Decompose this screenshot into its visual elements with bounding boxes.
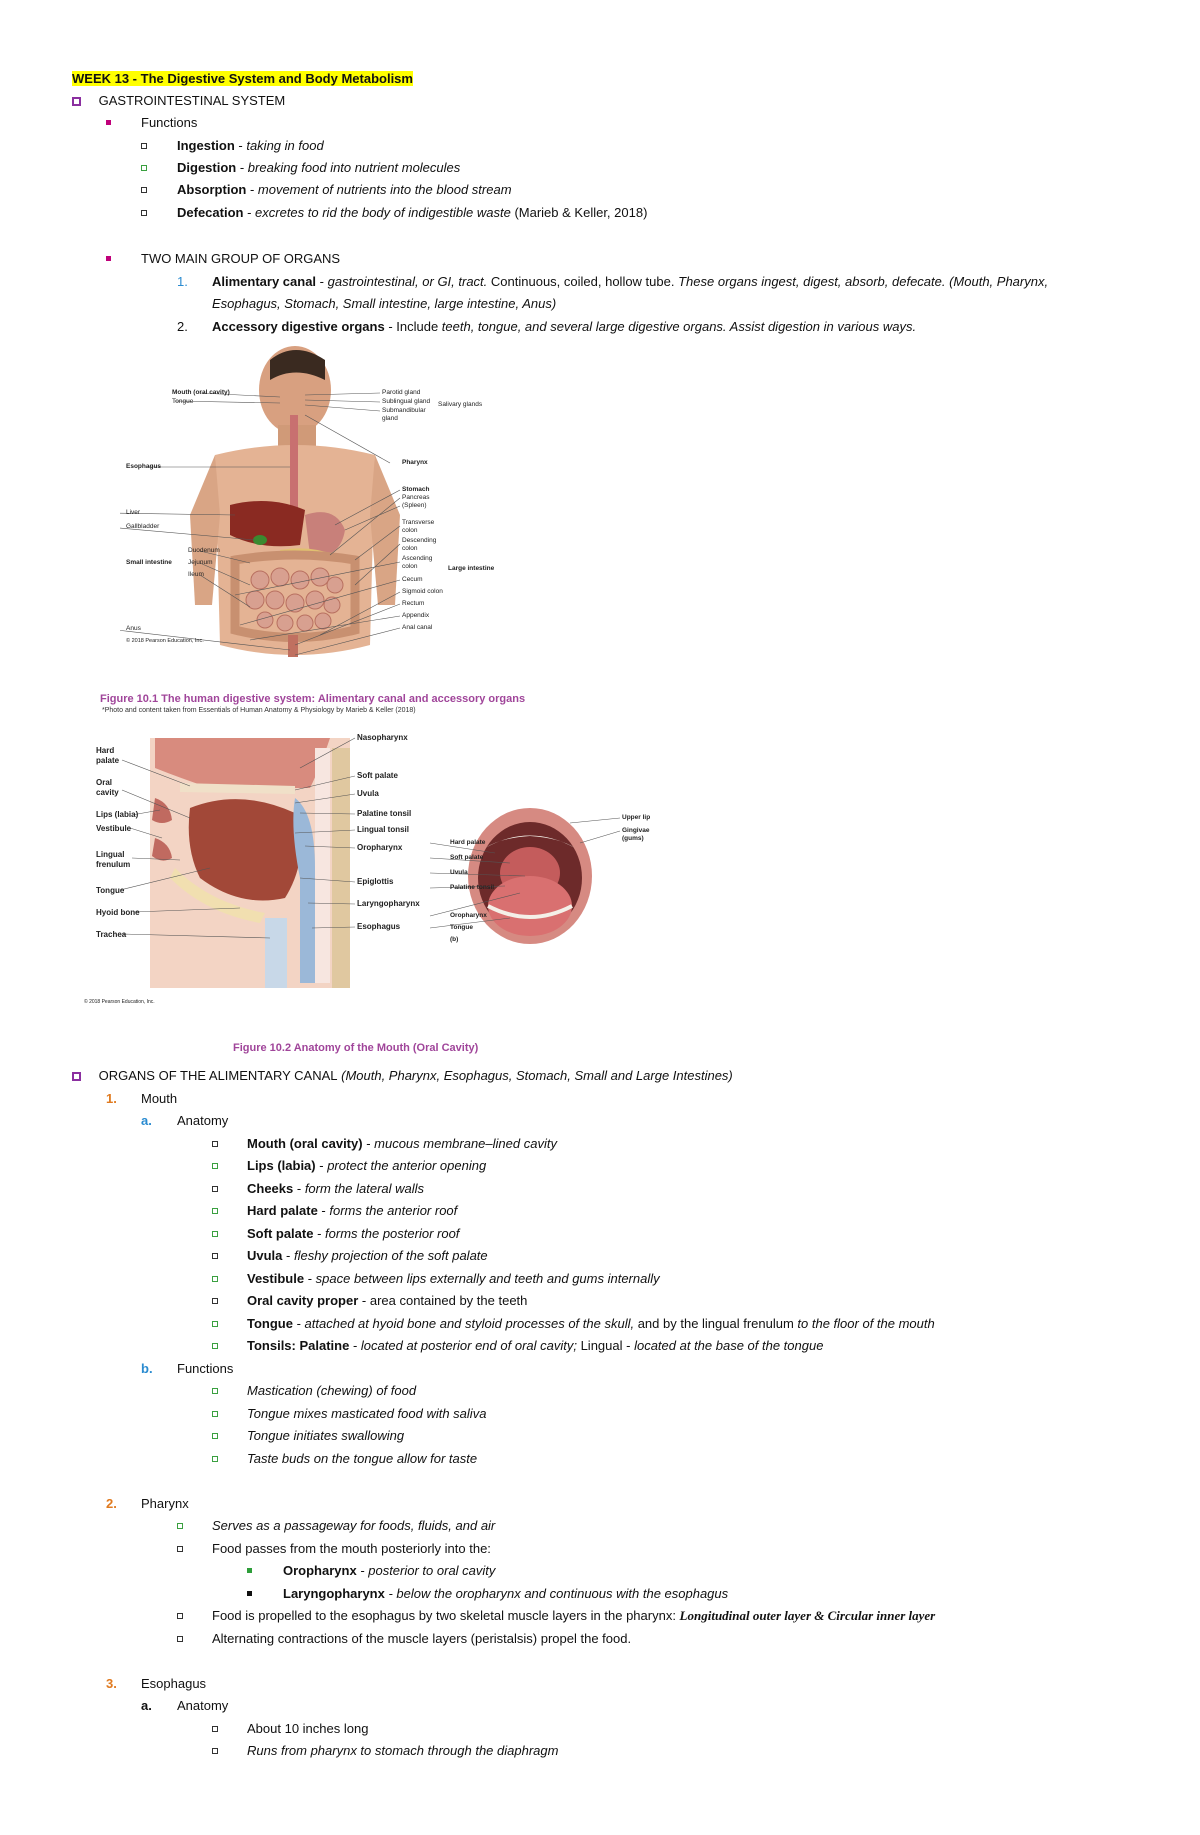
bullet-icon xyxy=(177,1613,183,1619)
list-item: Mouth (oral cavity) - mucous membrane–lined cavity xyxy=(247,1136,557,1151)
list-number: 1. xyxy=(106,1091,117,1106)
bullet-icon xyxy=(141,165,147,171)
figure-label: Lingual tonsil xyxy=(357,825,409,834)
bullet-icon xyxy=(106,120,111,125)
figure-label: Jejunum xyxy=(188,559,213,566)
list-item: Oropharynx - posterior to oral cavity xyxy=(283,1563,496,1578)
bullet-icon xyxy=(212,1748,218,1754)
figure-label: Appendix xyxy=(402,612,430,619)
bullet-icon xyxy=(212,1276,218,1282)
figure-label: Anal canal xyxy=(402,624,433,631)
figure-label: Cecum xyxy=(402,576,423,583)
bullet-icon xyxy=(212,1298,218,1304)
figure-label: Small intestine xyxy=(126,559,172,566)
list-item: Absorption - movement of nutrients into the blood stream xyxy=(177,182,512,197)
bullet-icon xyxy=(212,1231,218,1237)
bullet-icon xyxy=(247,1568,252,1573)
figure-label: Esophagus xyxy=(357,922,401,931)
list-letter: a. xyxy=(141,1698,152,1713)
bullet-icon xyxy=(247,1591,252,1596)
bullet-icon xyxy=(212,1433,218,1439)
figure-label: Soft palate xyxy=(357,771,398,780)
bullet-icon xyxy=(212,1411,218,1417)
figure-label: (b) xyxy=(450,936,459,943)
list-item: Lips (labia) - protect the anterior opening xyxy=(247,1158,487,1173)
figure-label: Sublingual gland xyxy=(382,398,431,405)
figure-label: Palatine tonsil xyxy=(450,884,495,891)
bullet-icon xyxy=(212,1388,218,1394)
figure-label: Mouth (oral cavity) xyxy=(172,389,230,396)
anatomy-label: Anatomy xyxy=(177,1113,229,1128)
figure-digestive-system xyxy=(120,345,495,665)
list-number: 1. xyxy=(177,274,188,289)
groups-label: TWO MAIN GROUP OF ORGANS xyxy=(141,251,341,266)
list-item: Food passes from the mouth posteriorly into the: xyxy=(212,1541,491,1556)
list-item: Food is propelled to the esophagus by two skeletal muscle layers in the pharynx: Longitudinal outer layer & Circular inner layer xyxy=(212,1608,936,1623)
figure-label: Hyoid bone xyxy=(96,908,140,917)
list-letter: a. xyxy=(141,1113,152,1128)
figure-source: *Photo and content taken from Essentials of Human Anatomy & Physiology by Marieb & Keller (2018) xyxy=(102,707,416,714)
mouth-label: Mouth xyxy=(141,1091,178,1106)
figure-label: Anus xyxy=(126,625,141,632)
figure-label: Ileum xyxy=(188,571,204,578)
figure-label: Salivary glands xyxy=(438,401,483,408)
figure-label: Uvula xyxy=(357,789,379,798)
list-item: Soft palate - forms the posterior roof xyxy=(247,1226,460,1241)
list-item: Uvula - fleshy projection of the soft palate xyxy=(247,1248,488,1263)
figure-label: Hard palate xyxy=(450,839,486,846)
list-item: Vestibule - space between lips externally and teeth and gums internally xyxy=(247,1271,660,1286)
figure-caption: Figure 10.1 The human digestive system: Alimentary canal and accessory organs xyxy=(100,693,526,705)
bullet-icon xyxy=(141,143,147,149)
checkbox-icon xyxy=(72,1072,81,1081)
bullet-icon xyxy=(212,1208,218,1214)
list-item: Alternating contractions of the muscle layers (peristalsis) propel the food. xyxy=(212,1631,632,1646)
list-item: Defecation - excretes to rid the body of indigestible waste (Marieb & Keller, 2018) xyxy=(177,205,648,220)
figure-label: Laryngopharynx xyxy=(357,899,420,908)
bullet-icon xyxy=(212,1321,218,1327)
bullet-icon xyxy=(212,1253,218,1259)
checkbox-icon xyxy=(72,97,81,106)
figure-label: Tongue xyxy=(96,886,125,895)
figure-label: Hard palate xyxy=(96,746,120,765)
figure-label: Submandibular gland xyxy=(382,407,426,422)
figure-label: Ascending colon xyxy=(402,555,433,570)
figure-label: Stomach xyxy=(402,486,430,493)
figure-label: Pancreas xyxy=(402,494,430,501)
figure-label: Vestibule xyxy=(96,824,132,833)
bullet-icon xyxy=(212,1456,218,1462)
figure-label: Transverse colon xyxy=(402,519,435,534)
esophagus-label: Esophagus xyxy=(141,1676,207,1691)
figure-label: Palatine tonsil xyxy=(357,809,412,818)
bullet-icon xyxy=(106,256,111,261)
page-title: WEEK 13 - The Digestive System and Body Metabolism xyxy=(72,71,413,86)
figure-label: Trachea xyxy=(96,930,127,939)
list-item: Ingestion - taking in food xyxy=(177,138,324,153)
figure-caption: Figure 10.2 Anatomy of the Mouth (Oral Cavity) xyxy=(233,1042,479,1054)
figure-label: Oral cavity xyxy=(96,778,119,797)
bullet-icon xyxy=(212,1163,218,1169)
list-item: Tongue mixes masticated food with saliva xyxy=(247,1406,487,1421)
list-letter: b. xyxy=(141,1361,153,1376)
bullet-icon xyxy=(141,210,147,216)
figure-label: Tongue xyxy=(172,398,194,405)
figure-label: (Spleen) xyxy=(402,502,427,509)
figure-label: Gingivae (gums) xyxy=(622,827,650,842)
figure-mouth-anatomy xyxy=(84,728,680,1013)
figure-label: Duodenum xyxy=(188,547,220,554)
list-item: Tonsils: Palatine - located at posterior end of oral cavity; Lingual - located at the base of the tongue xyxy=(247,1338,824,1353)
bullet-icon xyxy=(177,1523,183,1529)
figure-label: Oropharynx xyxy=(450,912,487,919)
list-item: Oral cavity proper - area contained by the teeth xyxy=(247,1293,528,1308)
bullet-icon xyxy=(141,187,147,193)
figure-copyright: © 2018 Pearson Education, Inc. xyxy=(84,999,155,1005)
figure-label: Liver xyxy=(126,509,141,516)
list-item: Tongue initiates swallowing xyxy=(247,1428,405,1443)
figure-label: Rectum xyxy=(402,600,425,607)
list-item: Alimentary canal - gastrointestinal, or GI, tract. Continuous, coiled, hollow tube. These organs ingest, digest, absorb, defecate. (Mouth, Pharynx, xyxy=(212,274,1049,289)
list-item: Serves as a passageway for foods, fluids, and air xyxy=(212,1518,496,1533)
figure-label: Descending colon xyxy=(402,537,437,552)
figure-label: Epiglottis xyxy=(357,877,394,886)
list-item: Digestion - breaking food into nutrient molecules xyxy=(177,160,461,175)
figure-label: Lips (labia) xyxy=(96,810,139,819)
bullet-icon xyxy=(212,1726,218,1732)
pharynx-label: Pharynx xyxy=(141,1496,189,1511)
list-item: Taste buds on the tongue allow for taste xyxy=(247,1451,478,1466)
section-heading-gi: GASTROINTESTINAL SYSTEM xyxy=(72,92,285,110)
figure-label: Gallbladder xyxy=(126,523,160,530)
figure-label: Uvula xyxy=(450,869,468,876)
bullet-icon xyxy=(177,1546,183,1552)
functions-label: Functions xyxy=(141,115,198,130)
list-item: Mastication (chewing) of food xyxy=(247,1383,417,1398)
anatomy-label: Anatomy xyxy=(177,1698,229,1713)
list-item: Tongue - attached at hyoid bone and styloid processes of the skull, and by the lingual frenulum to the floor of the mouth xyxy=(247,1316,935,1331)
list-number: 2. xyxy=(106,1496,117,1511)
figure-label: Pharynx xyxy=(402,459,428,466)
figure-copyright: © 2018 Pearson Education, Inc. xyxy=(126,638,204,644)
figure-label: Sigmoid colon xyxy=(402,588,443,595)
figure-label: Oropharynx xyxy=(357,843,403,852)
figure-label: Soft palate xyxy=(450,854,484,861)
list-item: Hard palate - forms the anterior roof xyxy=(247,1203,458,1218)
figure-label: Parotid gland xyxy=(382,389,421,396)
figure-label: Esophagus xyxy=(126,463,162,470)
list-item-continued: Esophagus, Stomach, Small intestine, large intestine, Anus) xyxy=(212,296,557,311)
figure-label: Lingual frenulum xyxy=(96,850,131,869)
figure-label: Large intestine xyxy=(448,565,495,572)
bullet-icon xyxy=(177,1636,183,1642)
list-item: Runs from pharynx to stomach through the diaphragm xyxy=(247,1743,559,1758)
list-number: 2. xyxy=(177,319,188,334)
figure-label: Upper lip xyxy=(622,814,651,821)
list-item: Laryngopharynx - below the oropharynx and continuous with the esophagus xyxy=(283,1586,729,1601)
functions-label: Functions xyxy=(177,1361,234,1376)
list-item: Cheeks - form the lateral walls xyxy=(247,1181,425,1196)
list-number: 3. xyxy=(106,1676,117,1691)
figure-label: Tongue xyxy=(450,924,473,931)
bullet-icon xyxy=(212,1186,218,1192)
figure-label: Nasopharynx xyxy=(357,733,408,742)
bullet-icon xyxy=(212,1343,218,1349)
bullet-icon xyxy=(212,1141,218,1147)
list-item: About 10 inches long xyxy=(247,1721,369,1736)
section-heading-organs: ORGANS OF THE ALIMENTARY CANAL (Mouth, Pharynx, Esophagus, Stomach, Small and Large Intestines) xyxy=(72,1067,733,1085)
list-item: Accessory digestive organs - Include teeth, tongue, and several large digestive organs. Assist digestion in various ways. xyxy=(212,319,917,334)
